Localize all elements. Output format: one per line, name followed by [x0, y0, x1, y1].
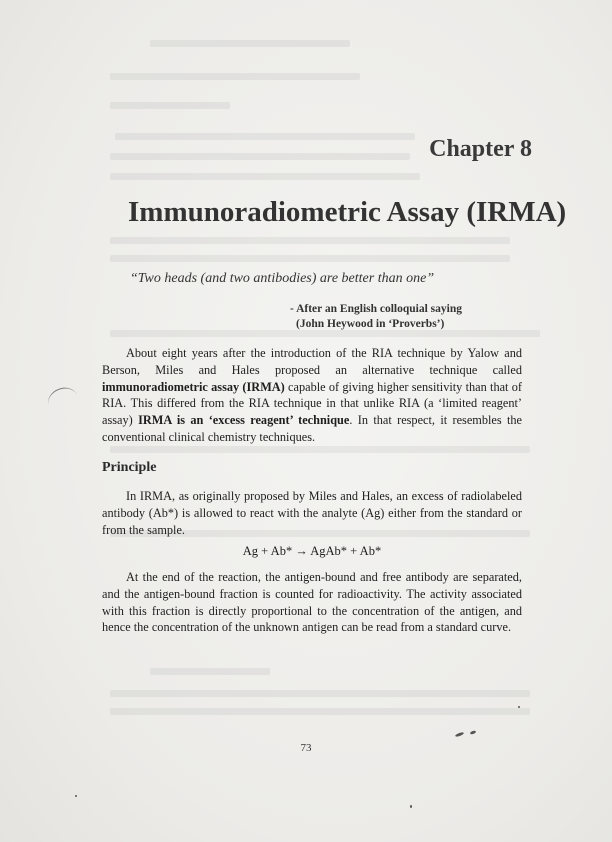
principle-paragraph-2: At the end of the reaction, the antigen-bound and free antibody are separated, and the antigen-bound fraction is counted for radioactivity. The activity associated with this fraction is directly proportional to the concentration of the antigen, and hence the concentration of the unknown antigen can be read from a standard curve.: [102, 570, 522, 635]
epigraph-quote: “Two heads (and two antibodies) are better than one”: [130, 271, 435, 286]
bleed-through-line: [110, 173, 420, 180]
bleed-through-line: [150, 668, 270, 675]
scan-speck: [455, 732, 464, 738]
chapter-label: Chapter 8: [429, 136, 532, 162]
intro-text: About eight years after the introduction of the RIA technique by Yalow and Berson, Miles and Hales proposed an alternative technique called: [102, 346, 522, 377]
chapter-title: Immunoradiometric Assay (IRMA): [128, 196, 567, 228]
attribution-source: (John Heywood in ‘Proverbs’): [296, 318, 445, 330]
bleed-through-line: [110, 153, 410, 160]
bleed-through-line: [110, 690, 530, 697]
reaction-equation: Ag + Ab* → AgAb* + Ab*: [242, 544, 382, 558]
bleed-through-line: [110, 708, 530, 715]
intro-emphasis-excess: IRMA is an ‘excess reagent’ technique: [138, 413, 350, 428]
intro-emphasis-irma: immunoradiometric assay (IRMA): [102, 379, 285, 394]
bleed-through-line: [110, 237, 510, 244]
page-number: 73: [300, 742, 312, 754]
epigraph-attribution: [290, 302, 462, 332]
intro-paragraph: [102, 345, 522, 446]
bleed-through-line: [115, 133, 415, 140]
bleed-through-line: [110, 255, 510, 262]
principle-paragraph: In IRMA, as originally proposed by Miles and Hales, an excess of radiolabeled antibody (Ab*) is allowed to react with the analyte (Ag) either from the standard or from the sample.: [102, 489, 522, 537]
bleed-through-line: [110, 446, 530, 453]
intro-text: capable of giving higher sensitivity than that of RIA. This differed from the RIA technique in that unlike RIA (a ‘limited reagent’ assay): [102, 379, 522, 428]
bleed-through-line: [110, 102, 230, 109]
bleed-through-line: [150, 40, 350, 47]
scan-speck: [518, 706, 520, 708]
pen-mark: [45, 384, 82, 418]
attribution-line: - After an English colloquial saying: [290, 303, 463, 315]
section-heading-principle: Principle: [102, 460, 157, 475]
scan-speck: [470, 730, 477, 735]
intro-text: . In that respect, it resembles the conventional clinical chemistry techniques.: [102, 413, 522, 444]
scan-speck: [410, 805, 412, 808]
bleed-through-line: [110, 73, 360, 80]
scan-speck: [75, 795, 77, 797]
